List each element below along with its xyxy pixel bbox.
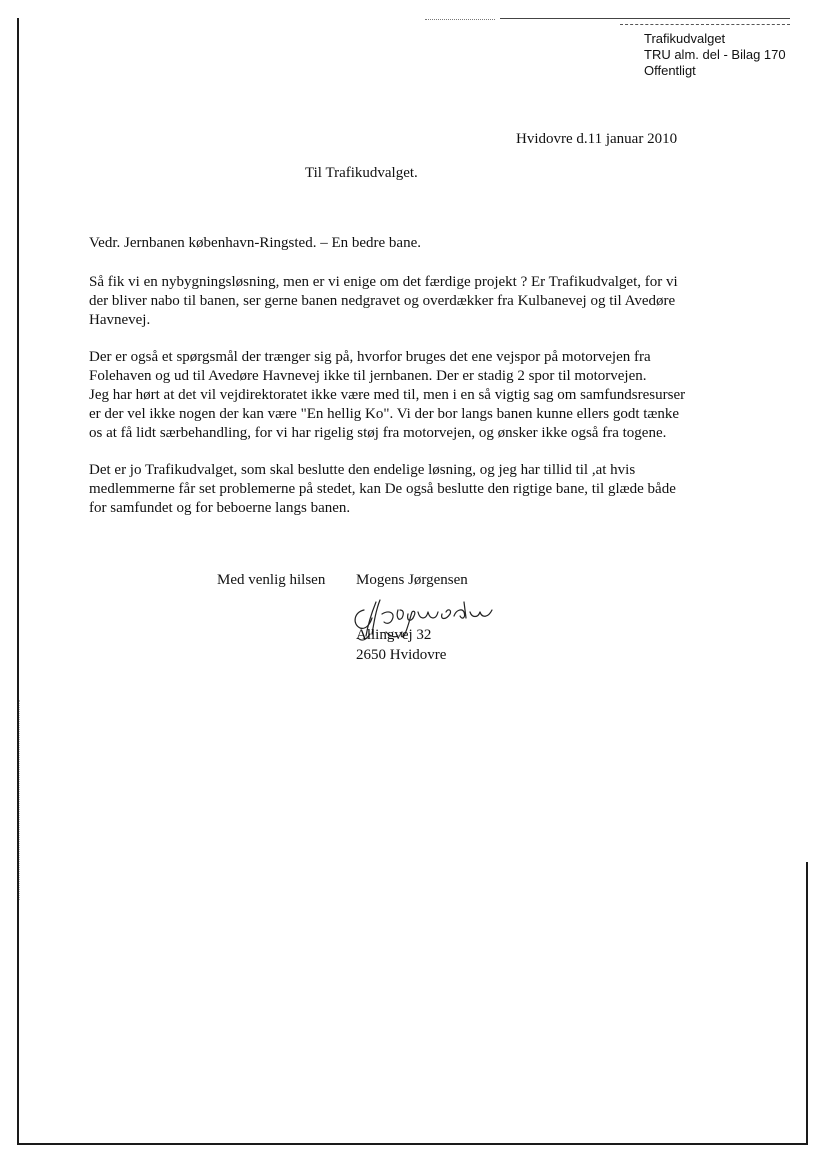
letter-body (89, 234, 729, 536)
signer-address (356, 625, 446, 665)
scan-border-bottom (17, 1143, 808, 1145)
scan-top-dots (425, 19, 495, 20)
text-line: Folehaven og ud til Avedøre Havnevej ikke til jernbanen. Der er stadig 2 spor til motorvejen. (89, 368, 647, 384)
paragraph-3 (89, 461, 729, 518)
text-line: Der er også et spørgsmål der trænger sig på, hvorfor bruges det ene vejspor på motorvejen fra (89, 349, 651, 365)
address-city: 2650 Hvidovre (356, 647, 447, 663)
text-line: Havnevej. (89, 312, 151, 328)
scan-margin-marks (19, 700, 21, 900)
letter-recipient: Til Trafikudvalget. (305, 165, 418, 181)
letter-closing: Med venlig hilsen (217, 572, 326, 588)
scan-border-left (17, 18, 19, 1145)
scan-top-line (500, 18, 790, 19)
text-line: Så fik vi en nybygningsløsning, men er vi enige om det færdige projekt ? Er Trafikudvalget, for vi (89, 274, 678, 290)
signer-name: Mogens Jørgensen (356, 572, 468, 588)
scan-top-dash (620, 24, 790, 25)
text-line: os at få lidt særbehandling, for vi har rigelig støj fra motorvejen, og ønsker ikke også fra togene. (89, 425, 667, 441)
stamp-committee: Trafikudvalget (644, 31, 726, 46)
header-stamp (644, 31, 786, 79)
text-line: for samfundet og for beboerne langs banen. (89, 500, 351, 516)
paragraph-1 (89, 273, 729, 330)
scan-border-right (806, 862, 808, 1145)
letter-subject (89, 234, 729, 253)
address-street: Allingvej 32 (356, 627, 432, 643)
paragraph-2 (89, 348, 729, 443)
letter-date: Hvidovre d.11 januar 2010 (516, 131, 678, 147)
text-line: er der vel ikke nogen der kan være "En hellig Ko". Vi der bor langs banen kunne ellers godt tænke (89, 406, 680, 422)
stamp-status: Offentligt (644, 63, 696, 78)
subject-line: Vedr. Jernbanen københavn-Ringsted. – En bedre bane. (89, 235, 421, 251)
text-line: Det er jo Trafikudvalget, som skal beslutte den endelige løsning, og jeg har tillid til ,at hvis (89, 462, 636, 478)
text-line: der bliver nabo til banen, ser gerne banen nedgravet og overdækker fra Kulbanevej og til Avedøre (89, 293, 676, 309)
text-line: Jeg har hørt at det vil vejdirektoratet ikke være med til, men i en så vigtig sag om samfundsresurser (89, 387, 686, 403)
stamp-reference: TRU alm. del - Bilag 170 (644, 47, 786, 62)
text-line: medlemmerne får set problemerne på stedet, kan De også beslutte den rigtige bane, til glæde både (89, 481, 676, 497)
